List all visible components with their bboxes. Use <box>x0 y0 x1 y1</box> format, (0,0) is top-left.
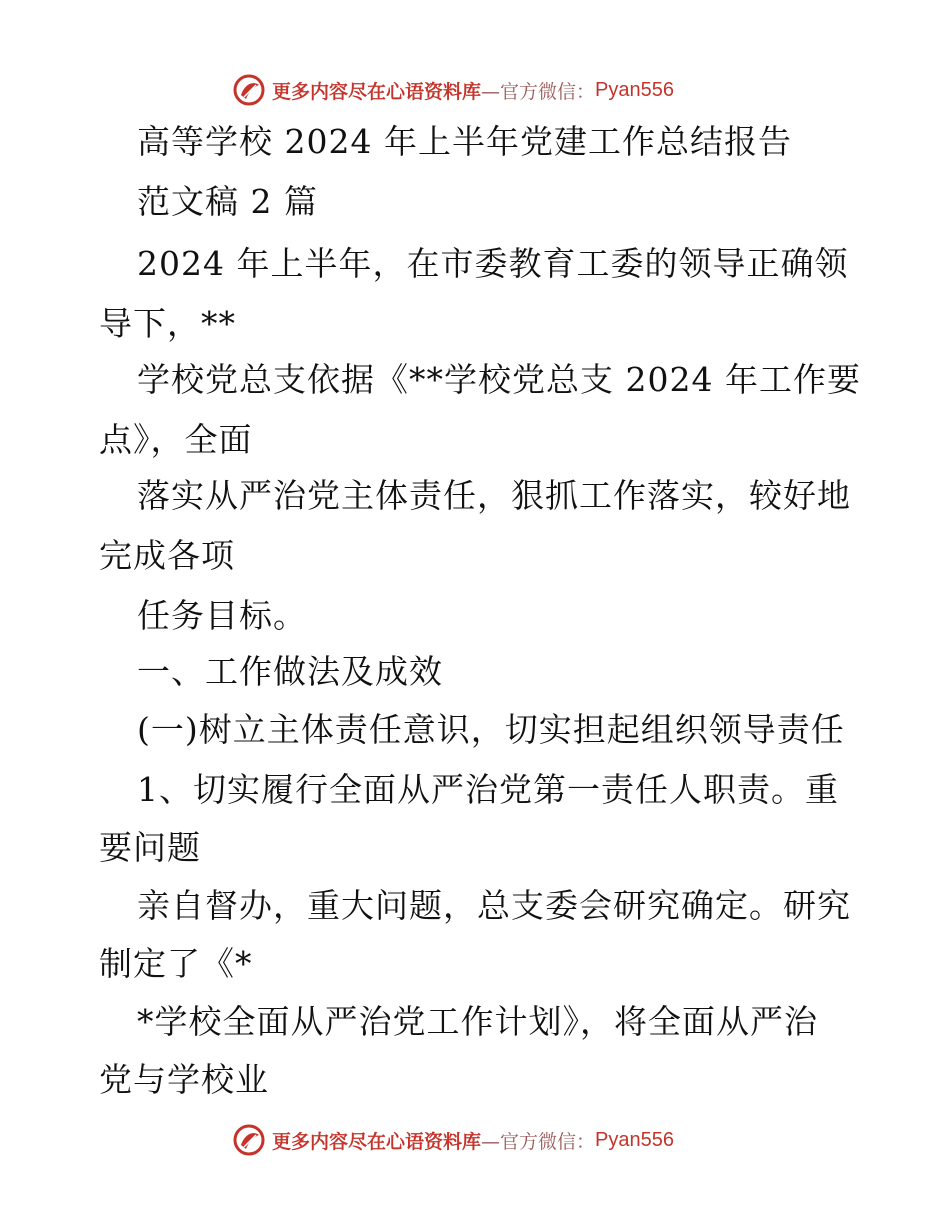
paragraph-line: 要问题 <box>99 828 201 867</box>
paragraph-line: 任务目标。 <box>137 596 307 635</box>
paragraph-line: 落实从严治党主体责任，狠抓工作落实，较好地 <box>137 476 851 515</box>
paragraph-line: *学校全面从严治党工作计划》，将全面从严治 <box>137 1002 818 1041</box>
paragraph-line: 1、切实履行全面从严治党第一责任人职责。重 <box>137 770 839 809</box>
paragraph-line: 完成各项 <box>99 536 235 575</box>
document-title-line-1: 高等学校 2024 年上半年党建工作总结报告 <box>137 122 792 161</box>
watermark-id-text: Pyan556 <box>595 78 674 101</box>
paragraph-line: 2024 年上半年，在市委教育工委的领导正确领 <box>137 244 849 283</box>
watermark-brand-text: 更多内容尽在心语资料库 <box>272 1130 482 1153</box>
brand-logo-icon <box>232 73 266 107</box>
watermark-label-text: —官方微信： <box>481 1130 596 1153</box>
paragraph-line: 学校党总支依据《**学校党总支 2024 年工作要 <box>137 360 861 399</box>
watermark-footer <box>232 1120 674 1160</box>
subsection-heading: (一)树立主体责任意识，切实担起组织领导责任 <box>137 710 845 749</box>
paragraph-line: 点》，全面 <box>99 420 253 459</box>
watermark-brand-text: 更多内容尽在心语资料库 <box>272 80 482 103</box>
section-heading: 一、工作做法及成效 <box>137 652 443 691</box>
paragraph-line: 导下，** <box>99 304 236 343</box>
paragraph-line: 亲自督办，重大问题，总支委会研究确定。研究 <box>137 886 851 925</box>
document-title-line-2: 范文稿 2 篇 <box>137 182 318 221</box>
paragraph-line: 制定了《* <box>99 944 253 983</box>
brand-logo-icon <box>232 1123 266 1157</box>
watermark-id-text: Pyan556 <box>595 1128 674 1151</box>
paragraph-line: 党与学校业 <box>99 1060 269 1099</box>
watermark-header <box>232 70 674 110</box>
watermark-label-text: —官方微信： <box>481 80 596 103</box>
